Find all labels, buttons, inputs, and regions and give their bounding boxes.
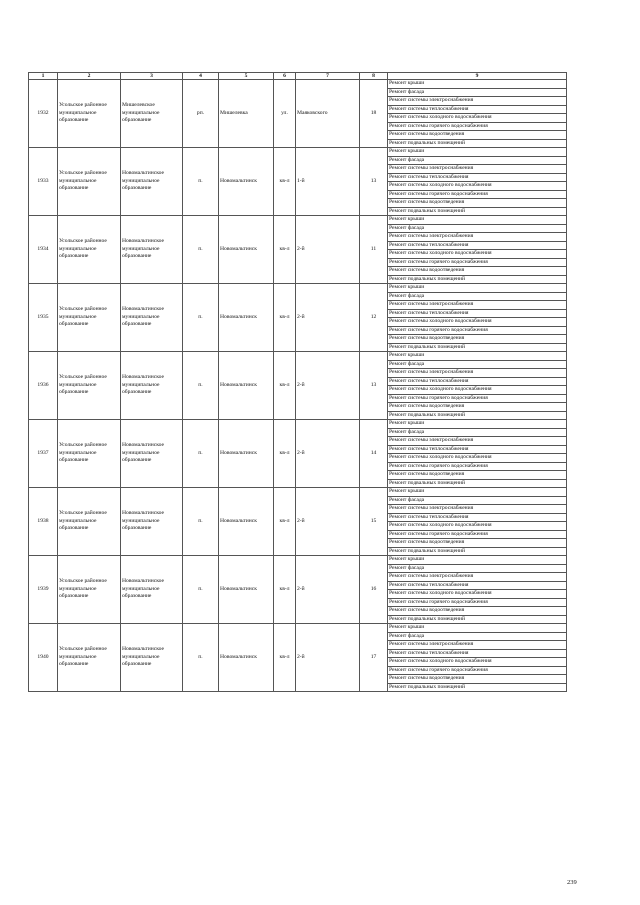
header-cell: 9: [388, 73, 567, 80]
work-type: Ремонт подвальных помещений: [388, 275, 567, 284]
work-type: Ремонт системы горячего водоснабжения: [388, 462, 567, 471]
header-cell: 2: [58, 73, 121, 80]
work-type: Ремонт системы горячего водоснабжения: [388, 598, 567, 607]
house-number: 13: [360, 148, 388, 216]
work-type: Ремонт системы электроснабжения: [388, 505, 567, 514]
work-type: Ремонт системы теплоснабжения: [388, 173, 567, 182]
work-type: Ремонт системы холодного водоснабжения: [388, 522, 567, 531]
locality-name: Новомальтинск: [219, 420, 274, 488]
header-cell: 6: [274, 73, 296, 80]
work-type: Ремонт системы горячего водоснабжения: [388, 530, 567, 539]
work-type: Ремонт крыши: [388, 624, 567, 633]
house-number: 11: [360, 216, 388, 284]
work-type: Ремонт системы водоотведения: [388, 199, 567, 208]
locality-name: Новомальтинск: [219, 624, 274, 692]
work-type: Ремонт подвальных помещений: [388, 615, 567, 624]
work-type: Ремонт системы водоотведения: [388, 607, 567, 616]
street-type: кв-л: [274, 148, 296, 216]
house-number: 18: [360, 80, 388, 148]
work-type: Ремонт крыши: [388, 216, 567, 225]
work-type: Ремонт системы холодного водоснабжения: [388, 386, 567, 395]
locality-type: п.: [183, 556, 219, 624]
municipality-name: Новомальтинское муниципальное образование: [121, 284, 183, 352]
record-number: 1939: [29, 556, 58, 624]
record-number: 1938: [29, 488, 58, 556]
work-type: Ремонт системы водоотведения: [388, 335, 567, 344]
work-type: Ремонт подвальных помещений: [388, 139, 567, 148]
locality-type: п.: [183, 216, 219, 284]
work-type: Ремонт фасада: [388, 88, 567, 97]
locality-name: Мишелевка: [219, 80, 274, 148]
work-type: Ремонт системы горячего водоснабжения: [388, 190, 567, 199]
record-number: 1940: [29, 624, 58, 692]
street-name: 2-й: [296, 556, 360, 624]
work-type: Ремонт системы теплоснабжения: [388, 377, 567, 386]
street-name: 2-й: [296, 420, 360, 488]
work-type: Ремонт системы теплоснабжения: [388, 445, 567, 454]
locality-type: п.: [183, 284, 219, 352]
work-type: Ремонт системы водоотведения: [388, 471, 567, 480]
house-number: 17: [360, 624, 388, 692]
table-row: [29, 420, 567, 429]
street-name: 2-й: [296, 216, 360, 284]
work-type: Ремонт фасада: [388, 632, 567, 641]
street-type: ул.: [274, 80, 296, 148]
work-type: Ремонт системы водоотведения: [388, 675, 567, 684]
work-type: Ремонт системы теплоснабжения: [388, 649, 567, 658]
work-type: Ремонт подвальных помещений: [388, 343, 567, 352]
work-type: Ремонт системы водоотведения: [388, 539, 567, 548]
district-name: Усольское районное муниципальное образование: [58, 216, 121, 284]
work-type: Ремонт крыши: [388, 284, 567, 293]
work-type: Ремонт системы водоотведения: [388, 267, 567, 276]
work-type: Ремонт крыши: [388, 420, 567, 429]
municipality-name: Новомальтинское муниципальное образование: [121, 352, 183, 420]
header-row: [29, 73, 567, 80]
street-type: кв-л: [274, 216, 296, 284]
work-type: Ремонт системы электроснабжения: [388, 233, 567, 242]
table-row: [29, 148, 567, 157]
locality-type: п.: [183, 488, 219, 556]
work-type: Ремонт крыши: [388, 352, 567, 361]
work-type: Ремонт крыши: [388, 556, 567, 565]
work-type: Ремонт системы теплоснабжения: [388, 309, 567, 318]
street-type: кв-л: [274, 556, 296, 624]
work-type: Ремонт подвальных помещений: [388, 411, 567, 420]
work-type: Ремонт системы холодного водоснабжения: [388, 182, 567, 191]
district-name: Усольское районное муниципальное образование: [58, 284, 121, 352]
house-number: 16: [360, 556, 388, 624]
house-number: 15: [360, 488, 388, 556]
header-cell: 5: [219, 73, 274, 80]
locality-name: Новомальтинск: [219, 352, 274, 420]
locality-name: Новомальтинск: [219, 488, 274, 556]
municipality-name: Новомальтинское муниципальное образование: [121, 624, 183, 692]
work-type: Ремонт системы электроснабжения: [388, 301, 567, 310]
table-row: [29, 216, 567, 225]
table-body: [29, 80, 567, 692]
district-name: Усольское районное муниципальное образование: [58, 624, 121, 692]
district-name: Усольское районное муниципальное образование: [58, 488, 121, 556]
district-name: Усольское районное муниципальное образование: [58, 352, 121, 420]
work-type: Ремонт системы электроснабжения: [388, 437, 567, 446]
record-number: 1935: [29, 284, 58, 352]
locality-type: п.: [183, 420, 219, 488]
work-type: Ремонт фасада: [388, 292, 567, 301]
municipality-name: Новомальтинское муниципальное образование: [121, 420, 183, 488]
street-name: 2-й: [296, 284, 360, 352]
work-type: Ремонт системы холодного водоснабжения: [388, 250, 567, 259]
work-type: Ремонт фасада: [388, 156, 567, 165]
header-cell: 1: [29, 73, 58, 80]
table-row: [29, 352, 567, 361]
work-type: Ремонт системы горячего водоснабжения: [388, 258, 567, 267]
work-type: Ремонт системы холодного водоснабжения: [388, 114, 567, 123]
locality-type: рп.: [183, 80, 219, 148]
work-type: Ремонт крыши: [388, 148, 567, 157]
work-type: Ремонт подвальных помещений: [388, 479, 567, 488]
work-type: Ремонт системы электроснабжения: [388, 97, 567, 106]
work-type: Ремонт фасада: [388, 360, 567, 369]
header-cell: 4: [183, 73, 219, 80]
work-type: Ремонт подвальных помещений: [388, 547, 567, 556]
table-row: [29, 80, 567, 89]
work-type: Ремонт системы теплоснабжения: [388, 513, 567, 522]
work-type: Ремонт фасада: [388, 564, 567, 573]
street-name: 1-й: [296, 148, 360, 216]
record-number: 1936: [29, 352, 58, 420]
work-type: Ремонт системы теплоснабжения: [388, 241, 567, 250]
street-type: кв-л: [274, 488, 296, 556]
work-type: Ремонт системы горячего водоснабжения: [388, 122, 567, 131]
work-type: Ремонт подвальных помещений: [388, 683, 567, 692]
table-row: [29, 284, 567, 293]
street-type: кв-л: [274, 352, 296, 420]
work-type: Ремонт системы электроснабжения: [388, 641, 567, 650]
work-type: Ремонт системы водоотведения: [388, 403, 567, 412]
municipality-name: Новомальтинское муниципальное образование: [121, 556, 183, 624]
house-number: 12: [360, 284, 388, 352]
locality-name: Новомальтинск: [219, 148, 274, 216]
locality-type: п.: [183, 352, 219, 420]
work-type: Ремонт системы электроснабжения: [388, 573, 567, 582]
work-type: Ремонт крыши: [388, 488, 567, 497]
locality-name: Новомальтинск: [219, 284, 274, 352]
record-number: 1932: [29, 80, 58, 148]
record-number: 1933: [29, 148, 58, 216]
municipality-name: Мишелевское муниципальное образование: [121, 80, 183, 148]
header-cell: 3: [121, 73, 183, 80]
work-type: Ремонт системы горячего водоснабжения: [388, 666, 567, 675]
street-type: кв-л: [274, 284, 296, 352]
street-type: кв-л: [274, 420, 296, 488]
locality-name: Новомальтинск: [219, 216, 274, 284]
work-type: Ремонт подвальных помещений: [388, 207, 567, 216]
district-name: Усольское районное муниципальное образование: [58, 80, 121, 148]
street-type: кв-л: [274, 624, 296, 692]
locality-name: Новомальтинск: [219, 556, 274, 624]
record-number: 1934: [29, 216, 58, 284]
repair-program-table: [28, 72, 567, 692]
house-number: 14: [360, 420, 388, 488]
work-type: Ремонт системы теплоснабжения: [388, 105, 567, 114]
work-type: Ремонт фасада: [388, 428, 567, 437]
street-name: Маяковского: [296, 80, 360, 148]
work-type: Ремонт системы электроснабжения: [388, 369, 567, 378]
work-type: Ремонт системы холодного водоснабжения: [388, 454, 567, 463]
work-type: Ремонт системы водоотведения: [388, 131, 567, 140]
table-row: [29, 624, 567, 633]
page-number: 239: [567, 879, 577, 886]
work-type: Ремонт системы электроснабжения: [388, 165, 567, 174]
table-row: [29, 488, 567, 497]
work-type: Ремонт системы холодного водоснабжения: [388, 658, 567, 667]
work-type: Ремонт системы холодного водоснабжения: [388, 318, 567, 327]
district-name: Усольское районное муниципальное образование: [58, 556, 121, 624]
district-name: Усольское районное муниципальное образование: [58, 148, 121, 216]
work-type: Ремонт фасада: [388, 224, 567, 233]
street-name: 2-й: [296, 488, 360, 556]
municipality-name: Новомальтинское муниципальное образование: [121, 488, 183, 556]
district-name: Усольское районное муниципальное образование: [58, 420, 121, 488]
work-type: Ремонт крыши: [388, 80, 567, 89]
house-number: 13: [360, 352, 388, 420]
street-name: 2-й: [296, 624, 360, 692]
work-type: Ремонт системы холодного водоснабжения: [388, 590, 567, 599]
work-type: Ремонт системы теплоснабжения: [388, 581, 567, 590]
locality-type: п.: [183, 624, 219, 692]
street-name: 2-й: [296, 352, 360, 420]
record-number: 1937: [29, 420, 58, 488]
header-cell: 7: [296, 73, 360, 80]
header-cell: 8: [360, 73, 388, 80]
municipality-name: Новомальтинское муниципальное образование: [121, 148, 183, 216]
locality-type: п.: [183, 148, 219, 216]
table-row: [29, 556, 567, 565]
work-type: Ремонт фасада: [388, 496, 567, 505]
work-type: Ремонт системы горячего водоснабжения: [388, 326, 567, 335]
work-type: Ремонт системы горячего водоснабжения: [388, 394, 567, 403]
municipality-name: Новомальтинское муниципальное образование: [121, 216, 183, 284]
